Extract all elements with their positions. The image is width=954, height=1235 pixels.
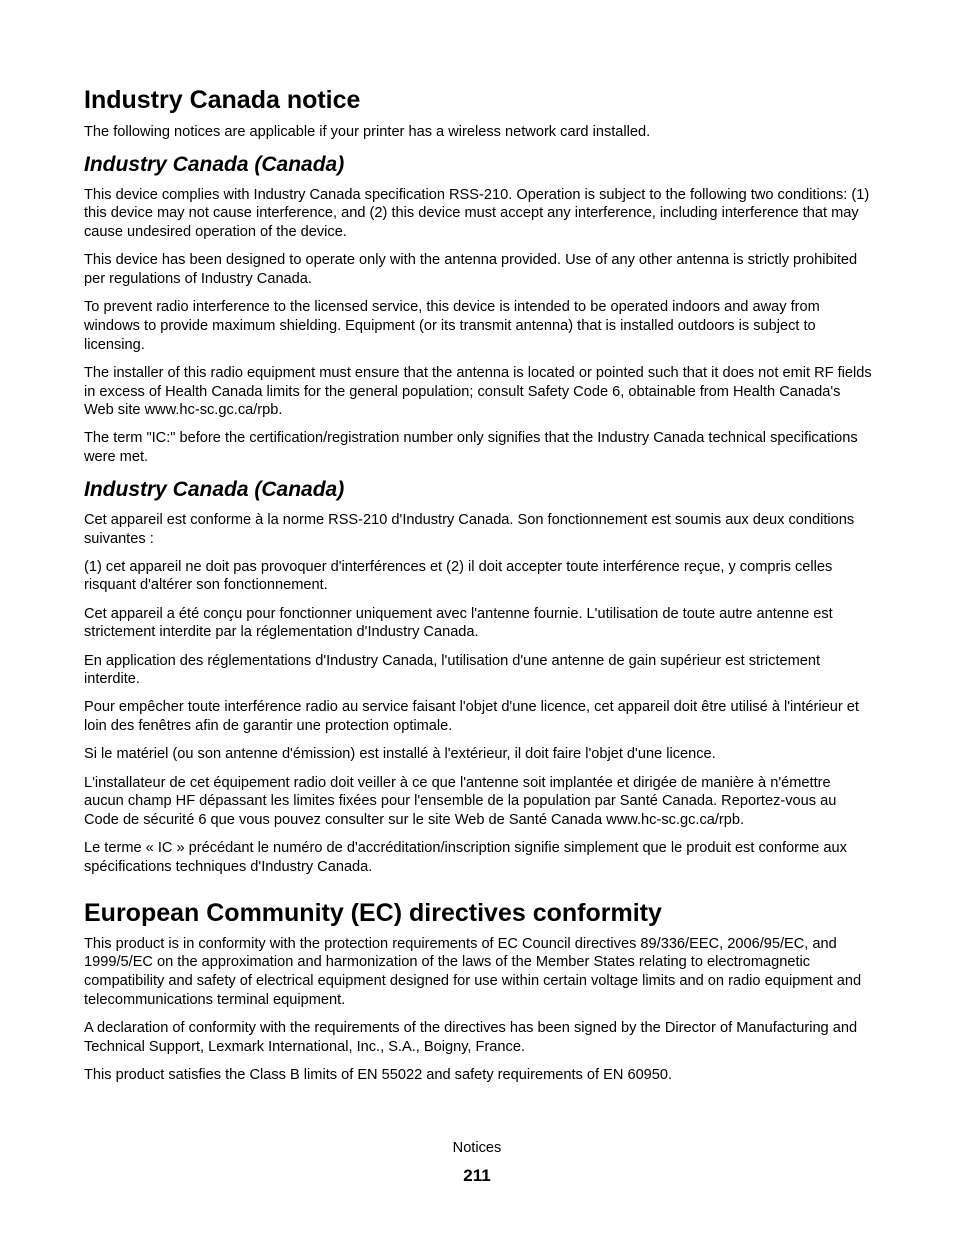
paragraph: Le terme « IC » précédant le numéro de d'accréditation/inscription signifie simplement que le produit est conforme aux spécifications techniques d'Industry Canada. — [84, 840, 847, 875]
footer-section-label: Notices — [452, 1140, 502, 1156]
paragraph: Cet appareil est conforme à la norme RSS-210 d'Industry Canada. Son fonctionnement est soumis aux deux conditions suivantes : — [84, 511, 855, 547]
paragraph: The term "IC:" before the certification/registration number only signifies that the Industry Canada technical specifications were met. — [84, 430, 858, 466]
paragraph: A declaration of conformity with the requirements of the directives has been signed by the Director of Manufacturing and Technical Support, Lexmark International, Inc., S.A., Boigny, France. — [84, 1019, 858, 1055]
page-content — [84, 84, 874, 1094]
paragraph: En application des réglementations d'Industry Canada, l'utilisation d'une antenne de gain supérieur est strictement interdite. — [84, 652, 821, 688]
heading-industry-canada-french: Industry Canada (Canada) — [84, 477, 345, 501]
paragraph: The installer of this radio equipment must ensure that the antenna is located or pointed such that it does not emit RF fields in excess of Health Canada limits for the general population; consult Safety Code 6, obtainable from Health Canada's Web site www.hc-sc.gc.ca/rpb. — [84, 364, 872, 419]
heading-ec-directives: European Community (EC) directives conformity — [84, 898, 662, 927]
paragraph: Si le matériel (ou son antenne d'émission) est installé à l'extérieur, il doit faire l'objet d'une licence. — [84, 746, 716, 763]
paragraph: Pour empêcher toute interférence radio au service faisant l'objet d'une licence, cet appareil doit être utilisé à l'intérieur et loin des fenêtres afin de garantir une protection optimale. — [84, 699, 859, 735]
paragraph: L'installateur de cet équipement radio doit veiller à ce que l'antenne soit implantée et dirigée de manière à n'émettre aucun champ HF dépassant les limites fixées pour l'ensemble de la population par Santé Canada. Reportez-vous au Code de sécurité 6 que vous pouvez consulter sur le site Web de Santé Canada www.hc-sc.gc.ca/rpb. — [84, 774, 837, 828]
paragraph: This device has been designed to operate only with the antenna provided. Use of any other antenna is strictly prohibited per regulations of Industry Canada. — [84, 252, 858, 288]
intro-paragraph: The following notices are applicable if your printer has a wireless network card installed. — [84, 124, 651, 140]
heading-industry-canada-english: Industry Canada (Canada) — [84, 152, 345, 176]
page-number: 211 — [463, 1166, 491, 1185]
paragraph: This device complies with Industry Canada specification RSS-210. Operation is subject to the following two conditions: (1) this device may not cause interference, and (2) this device must accept any interference, including interference that may cause undesired operation of the device. — [84, 186, 870, 241]
paragraph: This product satisfies the Class B limits of EN 55022 and safety requirements of EN 60950. — [84, 1066, 673, 1083]
paragraph: (1) cet appareil ne doit pas provoquer d'interférences et (2) il doit accepter toute interférence reçue, y compris celles risquant d'altérer son fonctionnement. — [84, 558, 833, 594]
heading-industry-canada-notice: Industry Canada notice — [84, 86, 361, 114]
paragraph: Cet appareil a été conçu pour fonctionner uniquement avec l'antenne fournie. L'utilisation de toute autre antenne est strictement interdite par la réglementation d'Industry Canada. — [84, 605, 833, 641]
paragraph: To prevent radio interference to the licensed service, this device is intended to be operated indoors and away from windows to provide maximum shielding. Equipment (or its transmit antenna) that is installed outdoors is subject to licensing. — [84, 299, 820, 353]
paragraph: This product is in conformity with the protection requirements of EC Council directives 89/336/EEC, 2006/95/EC, and 1999/5/EC on the approximation and harmonization of the laws of the Member States relating to electromagnetic compatibility and safety of electrical equipment designed for use within certain voltage limits and on radio equipment and telecommunications terminal equipment. — [84, 935, 862, 1008]
